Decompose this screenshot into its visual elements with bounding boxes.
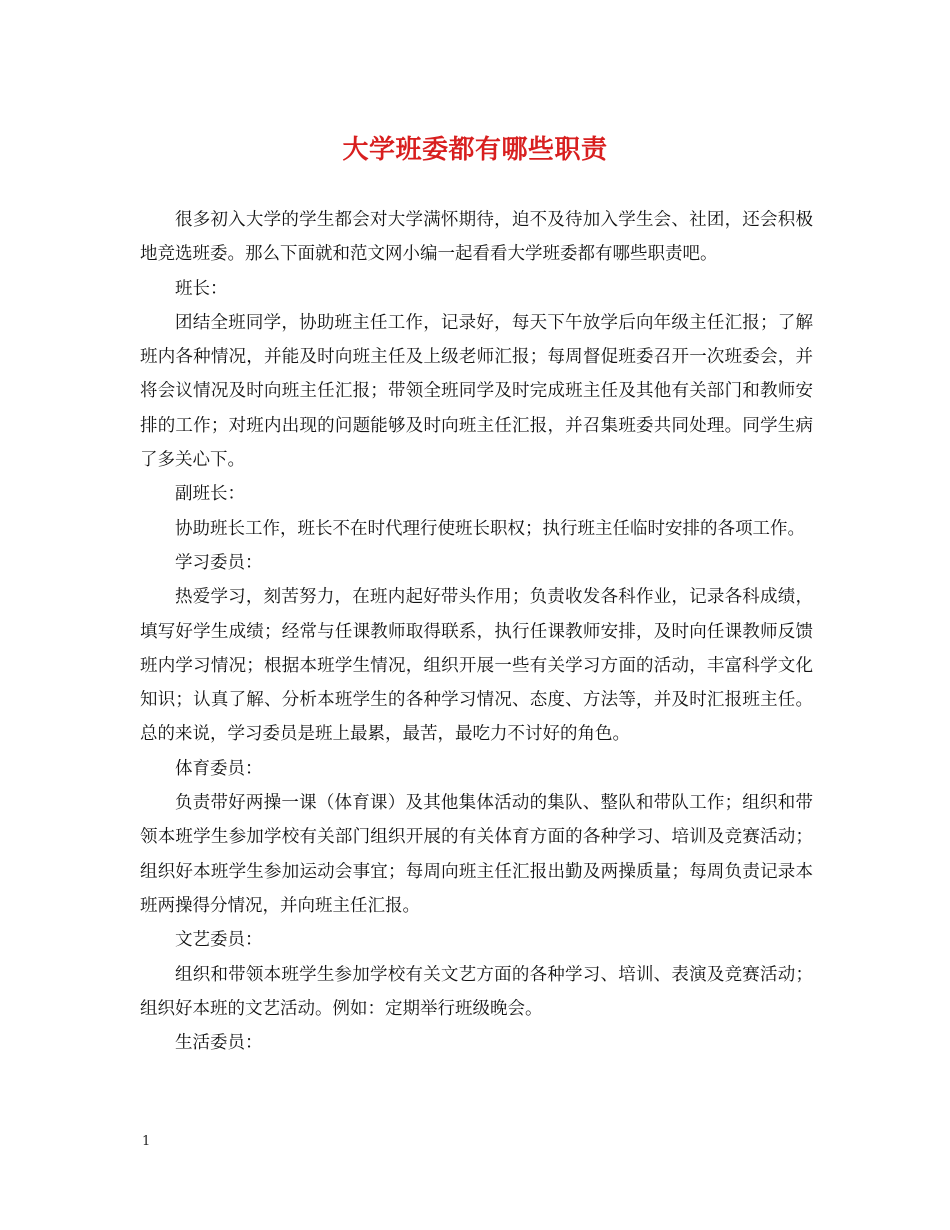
life-committee-heading: 生活委员：	[175, 1033, 263, 1054]
vice-monitor-heading: 副班长：	[175, 484, 245, 505]
document-title: 大学班委都有哪些职责	[342, 135, 608, 165]
study-committee-duties-paragraph: 热爱学习，刻苦努力，在班内起好带头作用；负责收发各科作业，记录各科成绩，填写好学生成绩；经常与任课教师取得联系，执行任课教师安排，及时向任课教师反馈班内学习情况；根据本班学生情况，组织开展一些有关学习方面的活动，丰富科学文化知识；认真了解、分析本班学生的各种学习情况、态度、方法等，并及时汇报班主任。总的来说，学习委员是班上最累，最苦，最吃力不讨好的角色。	[140, 587, 813, 745]
arts-committee-heading: 文艺委员：	[175, 930, 263, 951]
study-committee-heading: 学习委员：	[175, 552, 263, 573]
monitor-heading: 班长：	[175, 278, 228, 299]
monitor-duties-paragraph: 团结全班同学，协助班主任工作，记录好，每天下午放学后向年级主任汇报；了解班内各种情况，并能及时向班主任及上级老师汇报；每周督促班委召开一次班委会，并将会议情况及时向班主任汇报；带领全班同学及时完成班主任及其他有关部门和教师安排的工作；对班内出现的问题能够及时向班主任汇报，并召集班委共同处理。同学生病了多关心下。	[140, 312, 813, 471]
document-body	[140, 203, 813, 1060]
intro-paragraph: 很多初入大学的学生都会对大学满怀期待，迫不及待加入学生会、社团，还会积极地竞选班委。那么下面就和范文网小编一起看看大学班委都有哪些职责吧。	[140, 210, 813, 265]
sports-committee-duties-paragraph: 负责带好两操一课（体育课）及其他集体活动的集队、整队和带队工作；组织和带领本班学生参加学校有关部门组织开展的有关体育方面的各种学习、培训及竞赛活动；组织好本班学生参加运动会事宜；每周向班主任汇报出勤及两操质量；每周负责记录本班两操得分情况，并向班主任汇报。	[140, 793, 813, 916]
arts-committee-duties-paragraph: 组织和带领本班学生参加学校有关文艺方面的各种学习、培训、表演及竞赛活动；组织好本班的文艺活动。例如：定期举行班级晚会。	[140, 964, 813, 1019]
vice-monitor-duties-paragraph: 协助班长工作，班长不在时代理行使班长职权；执行班主任临时安排的各项工作。	[175, 518, 805, 539]
page-number: 1	[142, 1134, 151, 1149]
sports-committee-heading: 体育委员：	[175, 758, 263, 779]
